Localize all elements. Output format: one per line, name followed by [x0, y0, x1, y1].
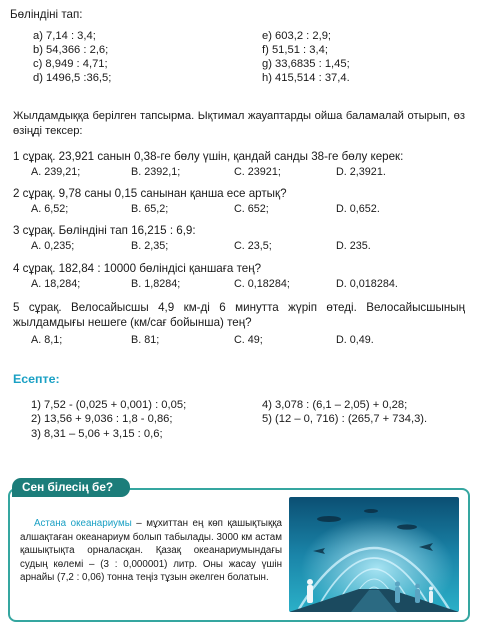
compute-item: 4) 3,078 : (6,1 – 2,05) + 0,28; — [262, 399, 408, 411]
compute-list-right — [262, 398, 427, 427]
division-item: f) 51,51 : 3,4; — [262, 44, 328, 56]
division-list-right — [262, 29, 350, 85]
q4-option-d: D. 0,018284. — [336, 278, 398, 290]
speed-task-intro: Жылдамдыққа берілген тапсырма. Ықтимал жауаптарды ойша баламалай отырып, өз өзіңді тексер: — [13, 110, 465, 137]
q1-option-c: C. 23921; — [234, 166, 281, 178]
question-3-title: 3 сұрақ. Бөліндіні тап 16,215 : 6,9: — [13, 224, 196, 237]
q2-option-c: C. 652; — [234, 203, 269, 215]
question-5-title: 5 сұрақ. Велосайысшы 4,9 км-ді 6 минутта жүріп өтеді. Велосайысшының жылдамдығы нешеге (км/сағ бойынша) тең? — [13, 301, 465, 329]
q4-option-a: A. 18,284; — [31, 278, 81, 290]
division-item: b) 54,366 : 2,6; — [33, 44, 109, 56]
division-item: g) 33,6835 : 1,45; — [262, 58, 350, 70]
q1-option-b: B. 2392,1; — [131, 166, 181, 178]
division-item: a) 7,14 : 3,4; — [33, 30, 96, 42]
compute-list-left — [31, 398, 186, 441]
compute-item: 1) 7,52 - (0,025 + 0,001) : 0,05; — [31, 399, 187, 411]
q1-option-a: A. 239,21; — [31, 166, 81, 178]
q2-option-a: A. 6,52; — [31, 203, 69, 215]
q5-option-c: C. 49; — [234, 334, 263, 346]
q5-option-b: B. 81; — [131, 334, 160, 346]
q4-option-b: B. 1,8284; — [131, 278, 181, 290]
compute-heading: Есепте: — [13, 372, 60, 386]
q2-option-d: D. 0,652. — [336, 203, 380, 215]
division-item: h) 415,514 : 37,4. — [262, 72, 350, 84]
oceanarium-description: – мұхиттан ең көп қашықтыққа алшақтаған океанариум болып табылады. 3000 км астам қашықтықта орналасқан. Қазақ океанариумындағы судың көлемі – (3 : 0,000001) литр. Оны жасау үшін арнайы (7,2 : 0,06) тонна теңіз тұзын әкелген болатын. — [20, 518, 282, 584]
division-item: d) 1496,5 :36,5; — [33, 72, 112, 84]
compute-item: 5) (12 – 0, 716) : (265,7 + 734,3). — [262, 413, 428, 426]
q5-option-d: D. 0,49. — [336, 334, 374, 346]
did-you-know-tab: Сен білесің бе? — [12, 478, 130, 497]
compute-item: 3) 8,31 – 5,06 + 3,15 : 0,6; — [31, 427, 163, 440]
division-item: e) 603,2 : 2,9; — [262, 30, 332, 42]
q3-option-b: B. 2,35; — [131, 240, 169, 252]
q4-option-c: C. 0,18284; — [234, 278, 290, 290]
q5-option-a: A. 8,1; — [31, 334, 63, 346]
question-4-title: 4 сұрақ. 182,84 : 10000 бөліндісі қаншаға тең? — [13, 262, 262, 275]
question-2-title: 2 сұрақ. 9,78 саны 0,15 санынан қанша есе артық? — [13, 187, 287, 200]
task-heading: Бөліндіні тап: — [10, 8, 83, 21]
q2-option-b: B. 65,2; — [131, 203, 169, 215]
oceanarium-name: Астана океанариумы — [34, 518, 132, 529]
question-1-title: 1 сұрақ. 23,921 санын 0,38-ге бөлу үшін, қандай санды 38-ге бөлу керек: — [13, 150, 404, 163]
oceanarium-fact — [20, 517, 282, 585]
q3-option-a: A. 0,235; — [31, 240, 75, 252]
oceanarium-tunnel-photo — [289, 497, 459, 612]
division-list-left — [33, 29, 111, 85]
q3-option-c: C. 23,5; — [234, 240, 272, 252]
division-item: c) 8,949 : 4,71; — [33, 58, 108, 70]
q1-option-d: D. 2,3921. — [336, 166, 386, 178]
q3-option-d: D. 235. — [336, 240, 371, 252]
compute-item: 2) 13,56 + 9,036 : 1,8 - 0,86; — [31, 413, 173, 426]
